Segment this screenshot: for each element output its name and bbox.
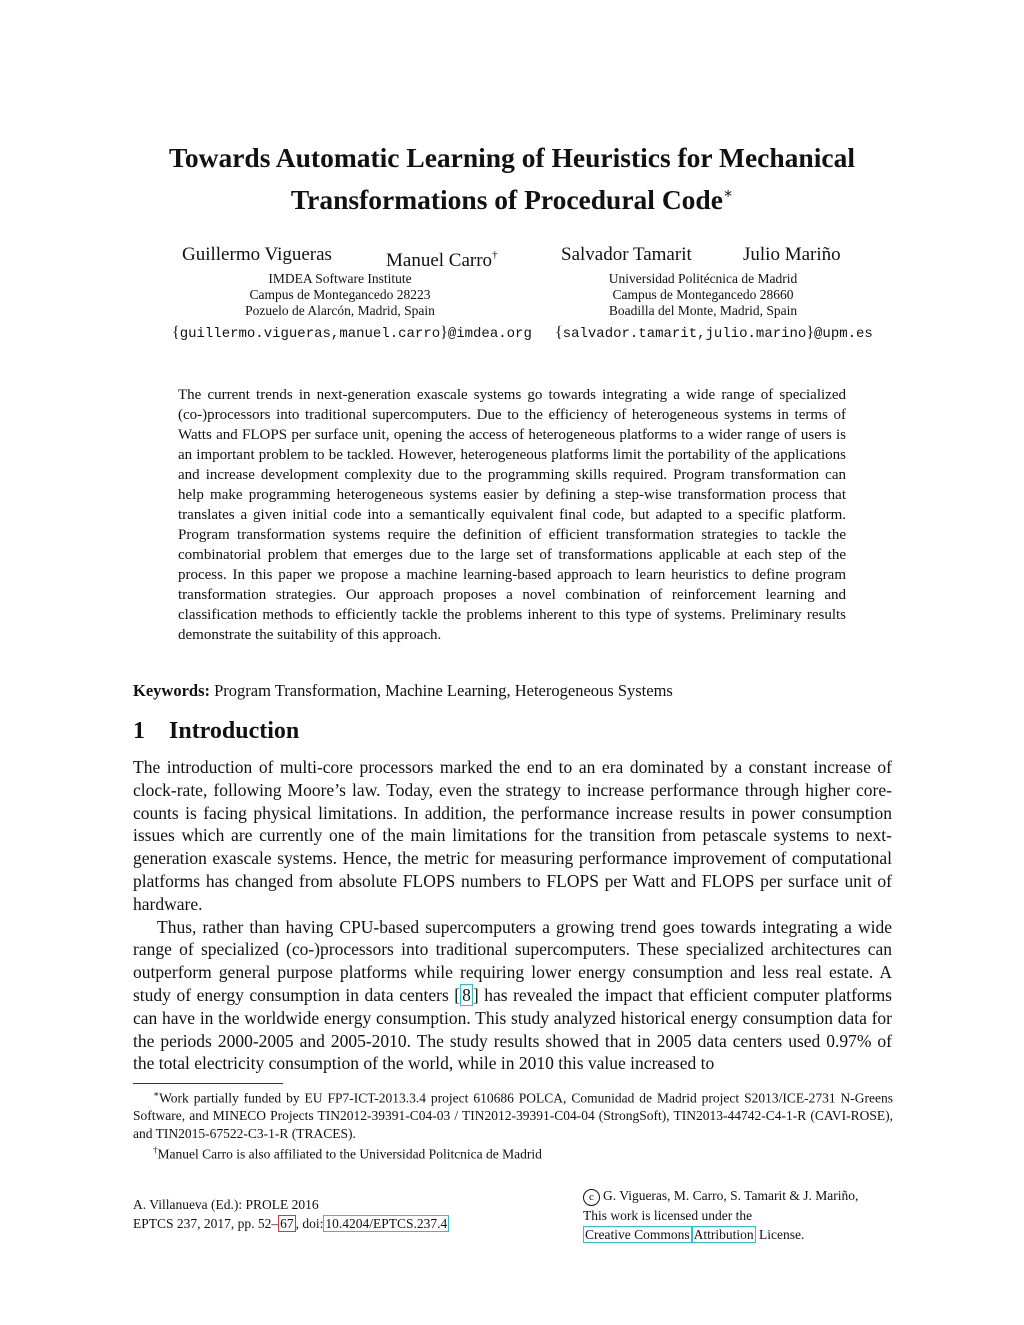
email-upm: {salvador.tamarit,julio.marino}@upm.es: [555, 324, 873, 342]
section-number: 1: [133, 718, 145, 744]
affiliation-city: Pozuelo de Alarcón, Madrid, Spain: [245, 303, 435, 318]
title-footnote-mark: ∗: [722, 186, 734, 202]
license-statement: This work is licensed under the: [583, 1208, 753, 1223]
attribution-link[interactable]: Attribution: [693, 1227, 754, 1242]
creative-commons-link[interactable]: Creative Commons: [585, 1227, 690, 1242]
title-line-1: Towards Automatic Learning of Heuristics for Mechanical: [169, 142, 855, 173]
keywords: [133, 680, 673, 702]
copyright-icon: c: [583, 1189, 600, 1206]
venue-pages: EPTCS 237, 2017, pp. 52– 67 , doi: 10.4204/EPTCS.237.4: [133, 1216, 448, 1231]
author-footnote-mark: †: [492, 249, 498, 261]
affiliation-city: Boadilla del Monte, Madrid, Spain: [608, 303, 798, 318]
section-heading-introduction: [133, 716, 299, 746]
keywords-list: Program Transformation, Machine Learning, Heterogeneous Systems: [214, 681, 673, 700]
last-page-link[interactable]: 67: [280, 1216, 294, 1231]
affiliation-upm: [563, 271, 843, 319]
author-carro: Manuel Carro†: [386, 249, 498, 271]
venue-info: [133, 1195, 449, 1233]
affiliation-address: Campus de Montegancedo 28223: [249, 287, 431, 302]
affiliation-name: IMDEA Software Institute: [268, 271, 412, 286]
paper-title: [100, 140, 924, 218]
copyright-info: [583, 1186, 858, 1244]
author-tamarit: Salvador Tamarit: [561, 244, 692, 265]
citation-link[interactable]: 8: [462, 984, 471, 1005]
footnotes: [133, 1086, 893, 1163]
author-marino: Julio Mariño: [743, 244, 841, 265]
introduction-body: [133, 756, 892, 1075]
license-tail: License.: [759, 1227, 805, 1242]
affiliation-imdea: [200, 271, 480, 319]
abstract: The current trends in next-generation exascale systems go towards integrating a wide range of specialized (co-)processors into traditional supercomputers. Due to the efficiency of heterogeneous systems in terms of Watts and FLOPS per surface unit, opening the access of heterogeneous platforms to a wider range of users is an important problem to be tackled. However, heterogeneous platforms limit the portability of the applications and increase development complexity due to the programming skills required. Program transformation can help make programming heterogeneous systems easier by defining a step-wise transformation process that translates a given initial code into a semantically equivalent final code, but adapted to a specific platform. Program transformation systems require the definition of efficient transformation strategies to tackle the combinatorial problem that emerges due to the large set of transformations applicable at each step of the process. In this paper we propose a machine learning-based approach to learn heuristics to define program transformation strategies. Our approach proposes a novel combination of reinforcement learning and classification methods to efficiently tackle the problems inherent to this type of systems. Preliminary results demonstrate the suitability of this approach.: [178, 387, 846, 643]
footnote-rule: [133, 1083, 283, 1084]
affiliation-name: Universidad Politécnica de Madrid: [608, 271, 798, 286]
intro-paragraph-1: The introduction of multi-core processors marked the end to an era dominated by a constant increase of clock-rate, following Moore’s law. Today, even the strategy to increase performance through higher core-counts is facing physical limitations. In addition, the performance increase results in power consumption issues which are currently one of the main limitations for the transition from petascale systems to next-generation exascale systems. Hence, the metric for measuring performance improvement of computational platforms has changed from absolute FLOPS numbers to FLOPS per Watt and FLOPS per surface unit of hardware.: [133, 757, 892, 914]
intro-paragraph-2: Thus, rather than having CPU-based supercomputers a growing trend goes towards integrating a wide range of specialized (co-)processors into traditional supercomputers. These specialized architectures can outperform general purpose platforms while requiring lower energy consumption and less real estate. A study of energy consumption in data centers [ 8 ] has revealed the impact that efficient computer platforms can have in the worldwide energy consumption. This study analyzed historical energy consumption data for the periods 2000-2005 and 2005-2010. The study results showed that in 2005 data centers used 0.97% of the total electricity consumption of the world, while in 2010 this value increased to: [133, 916, 892, 1074]
venue-editor: A. Villanueva (Ed.): PROLE 2016: [133, 1197, 319, 1212]
footnote-funding: ∗Work partially funded by EU FP7-ICT-2013.3.4 project 610686 POLCA, Comunidad de Madrid project S2013/ICE-2731 N-Greens Software, and MINECO Projects TIN2012-39391-C04-03 / TIN2012-39391-C04-04 (StrongSoft), TIN2013-44742-C4-1-R (CAVI-ROSE), and TIN2015-67522-C3-1-R (TRACES).: [133, 1089, 893, 1141]
author-vigueras: Guillermo Vigueras: [182, 244, 332, 265]
keywords-label: Keywords:: [133, 681, 210, 700]
affiliation-address: Campus de Montegancedo 28660: [612, 287, 794, 302]
footnote-affiliation: †Manuel Carro is also affiliated to the Universidad Politcnica de Madrid: [153, 1145, 542, 1162]
email-imdea: {guillermo.vigueras,manuel.carro}@imdea.org: [172, 324, 532, 342]
section-title: Introduction: [169, 718, 300, 744]
title-line-2: Transformations of Procedural Code: [290, 184, 723, 215]
copyright-holders: G. Vigueras, M. Carro, S. Tamarit & J. Mariño,: [603, 1188, 859, 1203]
doi-link[interactable]: 10.4204/EPTCS.237.4: [325, 1216, 448, 1231]
